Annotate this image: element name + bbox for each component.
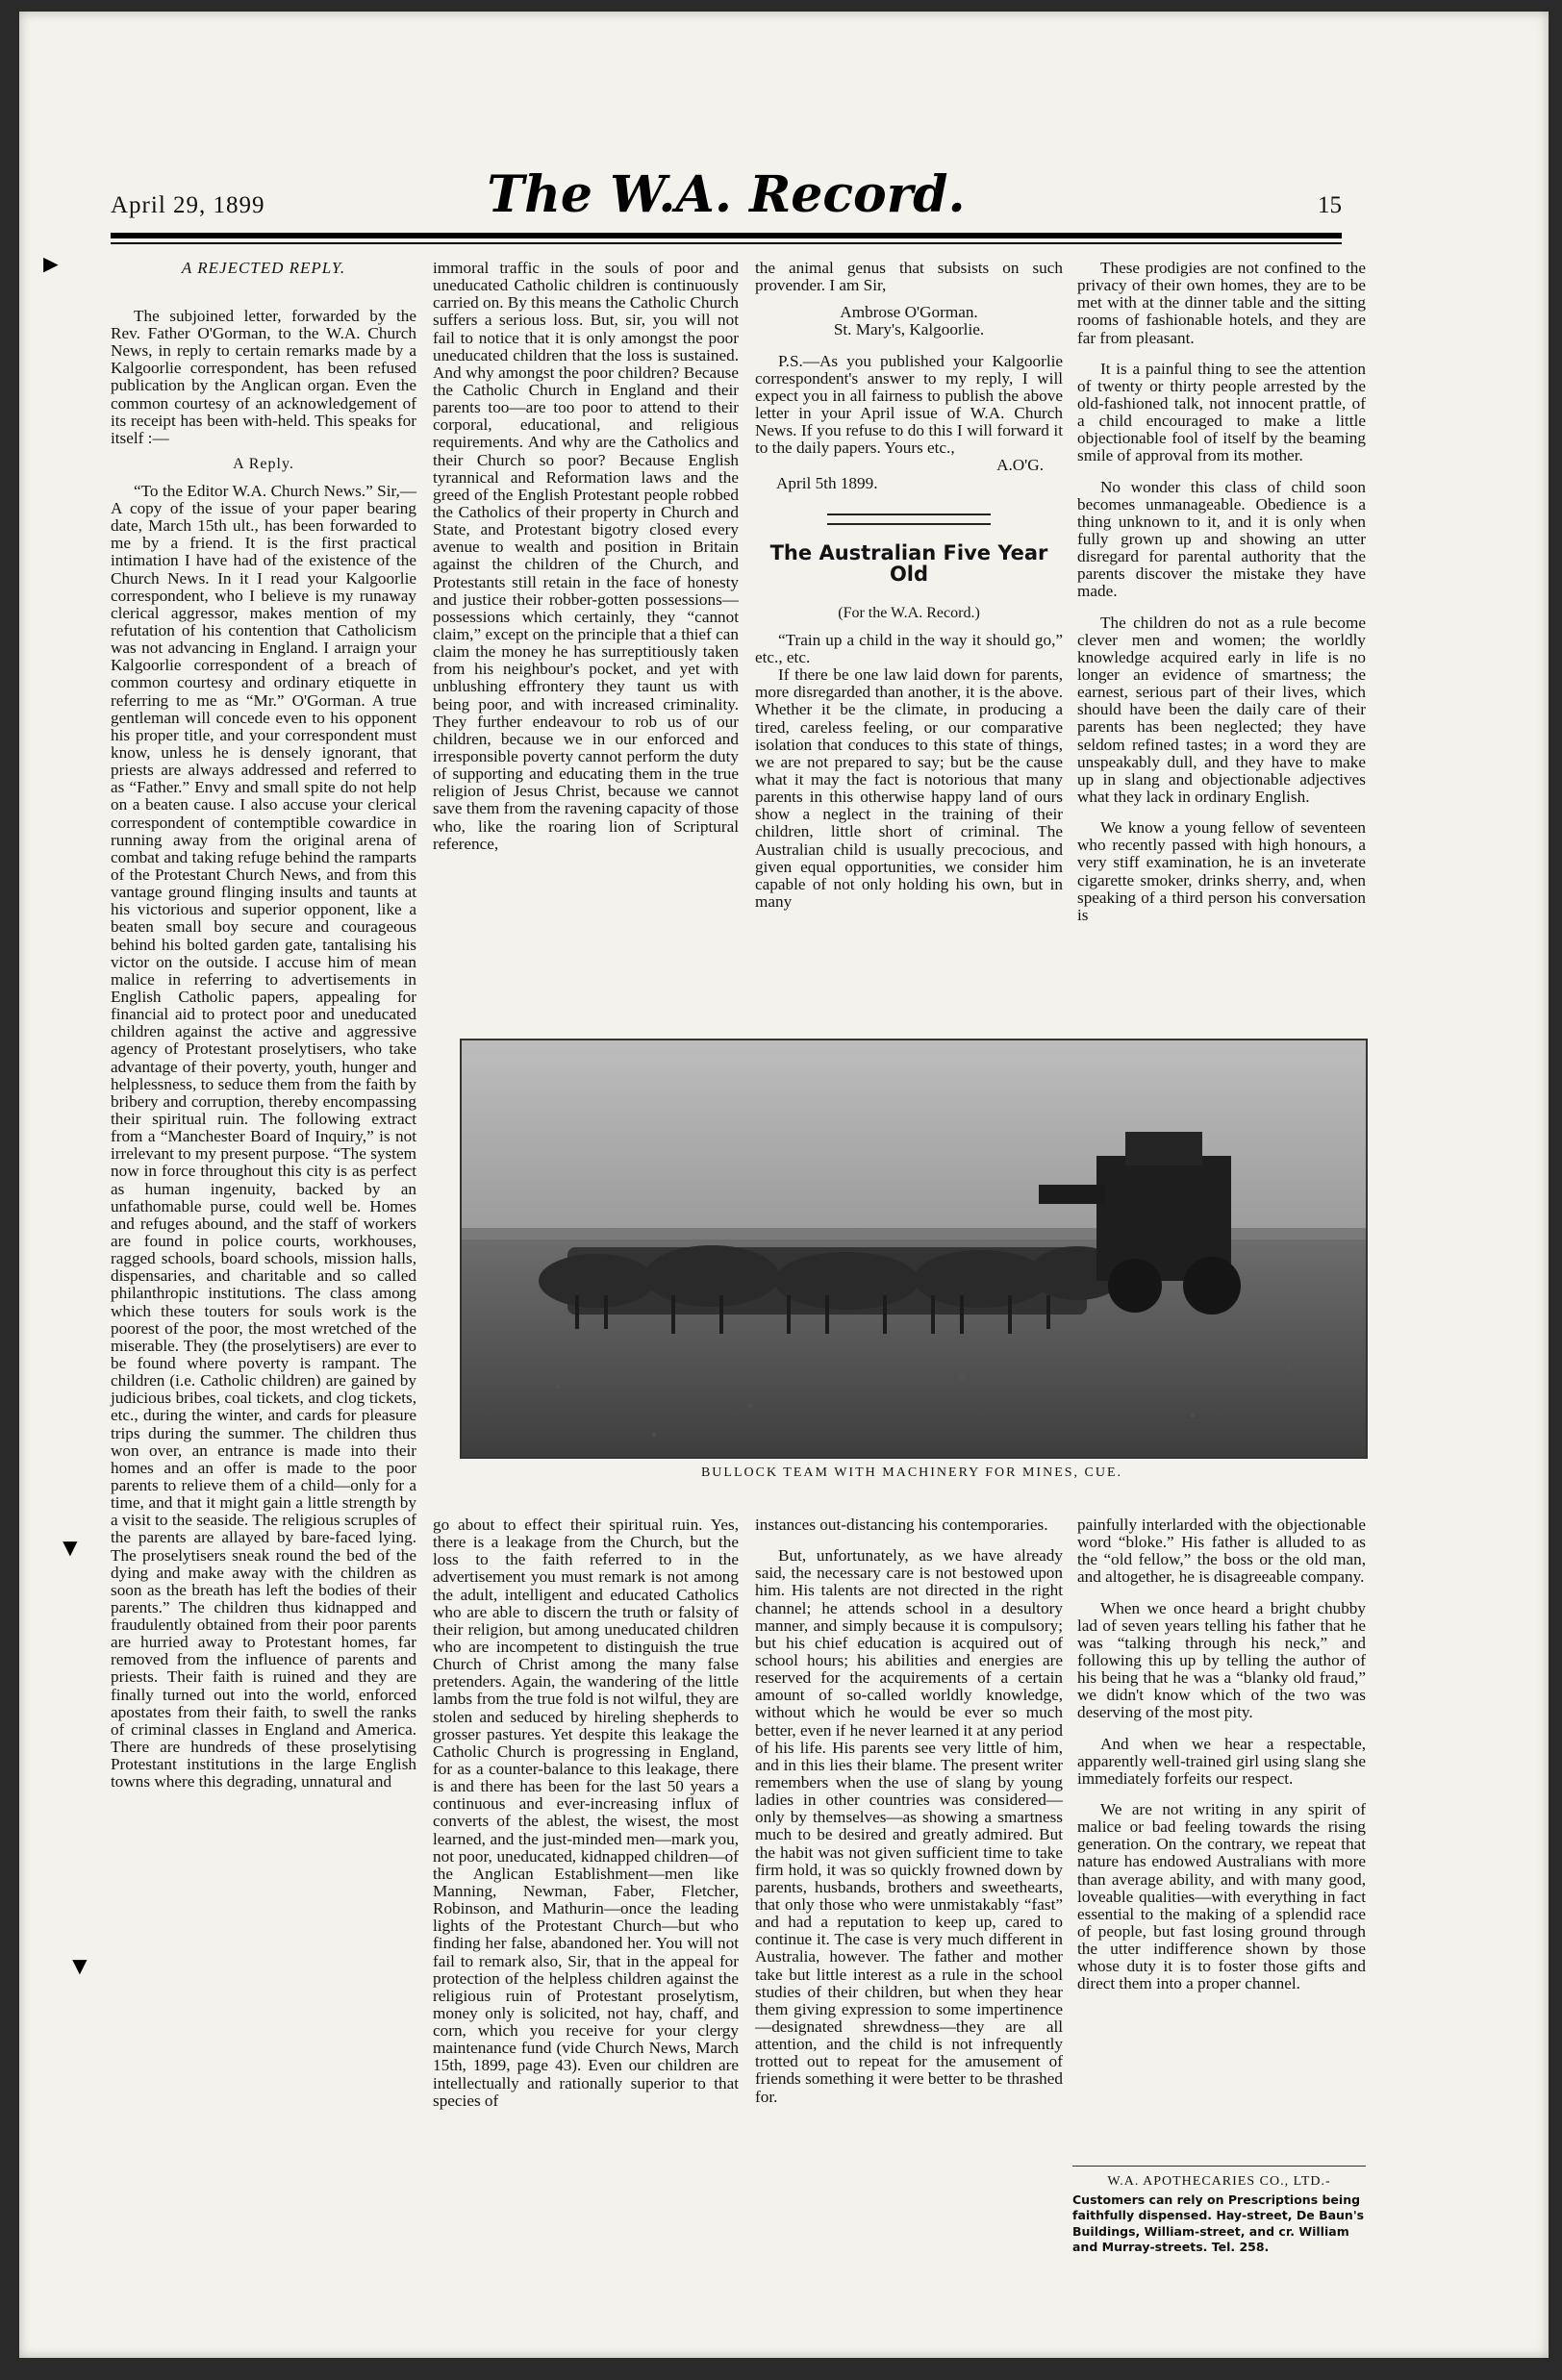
signature-name: Ambrose O'Gorman. <box>840 303 978 322</box>
masthead <box>111 165 1342 233</box>
five-year-old-p1: “Train up a child in the way it should go,” etc., etc. <box>755 630 1063 666</box>
col3-bottom-p2: But, unfortunately, as we have already said, the necessary care is not bestowed upon him. His talents are not directed in the right channel; he attends school in a desultory manner, and simply because it is compulsory; but his chief education is acquired out of school hours; his abilities and energies are reserved for the acquirements of a certain amount of so-called worldly knowledge, without which he would be ever so much better, even if he never learned it at any period of his life. His parents see very little of him, and in this lies their blame. The present writer remembers when the use of slang by young ladies in other countries was considered—only by themselves—as showing a smartness much to be desired and greatly admired. But the habit was not given sufficient time to take firm hold, it was so quickly frowned down by parents, husbands, brothers and sweethearts, that only those who were unmistakably “fast” and had a reputation to keep up, cared to continue it. The case is very much different in Australia, however. The father and mother take but little interest as a rule in the school studies of their children, but when they hear them giving expression to some impertinence—designated shrewdness—they are all attention, and the child is not infrequently trotted out to repeat for the amusement of friends something it were better to be thrashed for. <box>755 1546 1063 2106</box>
column-4-top <box>1077 260 1366 924</box>
masthead-rule-thin <box>111 242 1342 244</box>
photo-illustration <box>462 1040 1366 1457</box>
postscript-date: April 5th 1899. <box>776 473 878 492</box>
article-heading-five-year-old: The Australian Five Year Old <box>769 540 1048 586</box>
col3-bottom-p1: instances out-distancing his contemporaries. <box>755 1516 1048 1534</box>
apothecaries-advert <box>1072 2173 1366 2255</box>
letter-closing: the animal genus that subsists on such provender. I am Sir, <box>755 259 1063 295</box>
issue-date: April 29, 1899 <box>111 192 265 218</box>
five-year-old-p2: If there be one law laid down for parents, more disregarded than another, it is the above. Whether it be the climate, in producing a tired, careless feeling, or our comparative isolation that conduces to this state of things, we are not prepared to say; but be the cause what it may the fact is notorious that many parents in this otherwise happy land of ours show a neglect in the training of their children, little short of criminal. The Australian child is usually precocious, and given equal opportunities, we consider him capable of not only holding his own, but in many <box>755 665 1063 911</box>
photo-caption: BULLOCK TEAM WITH MACHINERY FOR MINES, CUE. <box>700 1466 1123 1480</box>
col4-p3: No wonder this class of child soon becomes unmanageable. Obedience is a thing unknown to it, and it is only when fully grown up and showing an utter disregard for parental authority that the parents discover the mistake they have made. <box>1077 477 1366 601</box>
article-byline: (For the W.A. Record.) <box>838 604 980 621</box>
article-subheading-reply: A Reply. <box>233 456 294 473</box>
advert-title: W.A. APOTHECARIES CO., LTD.- <box>1107 2174 1331 2189</box>
article-intro: The subjoined letter, forwarded by the Rev. Father O'Gorman, to the W.A. Church News, in reply to certain remarks made by a Kalgoorlie correspondent, has been refused publication by the Anglican organ. Even the common courtesy of an acknowledgement of its receipt has been with-held. This speaks for itself :— <box>111 306 416 447</box>
bullock-team-photo <box>460 1039 1368 1459</box>
margin-arrow-mark: ▼ <box>58 1534 83 1562</box>
column-2-bottom <box>433 1516 739 2110</box>
masthead-rule <box>111 233 1342 238</box>
newspaper-title: The W.A. Record. <box>487 165 966 224</box>
margin-arrow-mark: ▼ <box>67 1952 92 1980</box>
letter-body-col2-top: immoral traffic in the souls of poor and uneducated Catholic children is continuously carried on. By this means the Catholic Church suffers a serious loss. But, sir, you will not fail to notice that it is only amongst the poor uneducated children that the loss is sustained. And why amongst the poor children? Because the Catholic Church in England and their parents too—are too poor to attend to their corporal, educational, and religious requirements. And why are the Catholics and their Church so poor? Because English tyrannical and Reformation laws and the greed of the English Protestant people robbed the Catholics of their property in Church and State, and Protestant bigotry closed every avenue to wealth and position in Britain against the children of the Church, and Protestants still retain in the face of honesty and justice their robber-gotten possessions—possessions which certainly, they “cannot claim,” except on the principle that a thief can claim the money he has surreptitiously taken from his neighbour's pocket, and yet with unblushing effrontery they taunt us with being poor, and with increased criminality. They further endeavour to rob us of our children, because we in our enforced and irresponsible poverty cannot perform the duty of supporting and educating them in the true religion of Jesus Christ, because we cannot save them from the ravening capacity of those who, like the roaring lion of Scriptural reference, <box>433 259 739 853</box>
col4-bottom-p2: When we once heard a bright chubby lad of seven years telling his father that he was “talking through his neck,” and following this up by telling the author of his being that he was a “blanky old fraud,” we didn't know which of the two was deserving of the most pity. <box>1077 1598 1366 1722</box>
postscript: P.S.—As you published your Kalgoorlie correspondent's answer to my reply, I will expect you in all fairness to publish the above letter in your April issue of W.A. Church News. If you refuse to do this I will forward it to the daily papers. Yours etc., <box>755 351 1063 458</box>
col4-p2: It is a painful thing to see the attention of twenty or thirty people arrested by the old-fashioned talk, not innocent prattle, of a child encouraged to make a little objectionable fool of itself by the beaming smile of approval from its mother. <box>1077 359 1366 465</box>
letter-body-col2-bottom: go about to effect their spiritual ruin. Yes, there is a leakage from the Church, but the loss to the faith referred to in the advertisement you must remark is not among the adult, intelligent and educated Catholics who are able to discern the truth or falsity of their religion, but among uneducated children who are incompetent to distinguish the true Church of Christ among the many false pretenders. Again, the wandering of the little lambs from the true fold is not wilful, they are stolen and seduced by hireling shepherds to grosser pastures. Yet despite this leakage the Catholic Church is progressing in England, for as a counter-balance to this leakage, there is and there has been for the last 50 years a continuous and ever-increasing influx of converts of the ablest, the wisest, the most learned, and the just-minded men—mark you, not poor, uneducated, kidnapped children—of the Anglican Establishment—men like Manning, Newman, Faber, Fletcher, Robinson, and Mathurin—once the leading lights of the Protestant Church—but who finding her false, abandoned her. You will not fail to remark also, Sir, that in the appeal for protection of the helpless children against the religious ruin of Protestant proselytism, money only is solicited, not hay, chaff, and corn, which you receive for your clergy maintenance fund (vide Church News, March 15th, 1899, page 43). Even our children are intellectually and rationally superior to that species of <box>433 1516 739 2110</box>
page-number: 15 <box>1318 192 1342 218</box>
column-3-top <box>755 260 1063 911</box>
postscript-initials: A.O'G. <box>996 456 1044 475</box>
newspaper-page <box>19 12 1549 2358</box>
col4-p4: The children do not as a rule become clever men and women; the worldly knowledge acquired early in life is no longer an evidence of smartness; the earnest, serious part of their lives, which should have been the daily care of their parents has been neglected; they have seldom refined tastes; in a word they are unspeakably dull, and they have to make up in slang and objectionable adjectives what they lack in ordinary English. <box>1077 613 1366 806</box>
col4-bottom-p3: And when we hear a respectable, apparently well-trained girl using slang she immediately forfeits our respect. <box>1077 1734 1366 1788</box>
letter-body-col1: “To the Editor W.A. Church News.” Sir,—A copy of the issue of your paper bearing date, March 15th ult., has been forwarded to me by a friend. It is the first practical intimation I have had of the existence of the Church News. In it I read your Kalgoorlie correspondent, who I believe is my runaway clerical aggressor, makes mention of my refutation of his contention that Catholicism was not advancing in England. I arraign your Kalgoorlie correspondent of a breach of common courtesy and ordinary etiquette in referring to me as “Mr.” O'Gorman. A true gentleman will concede even to his opponent his proper title, and your correspondent must know, unless he is densely ignorant, that priests are always addressed and referred to as “Father.” Envy and small spite do not help on a beaten cause. I also accuse your clerical correspondent of contemptible cowardice in running away from the original arena of combat and taking refuge behind the ramparts of the Protestant Church News, and from this vantage ground flinging insults and taunts at his victorious and superior opponent, like a beaten small boy secure and courageous behind his bolted garden gate, tantalising his victor on the outside. I accuse him of mean malice in referring to advertisements in English Catholic papers, appealing for financial aid to protect poor and uneducated children against the active and aggressive agency of Protestant proselytisers, who take advantage of their poverty, youth, hunger and helplessness, to seduce them from the faith by bribery and corruption, thereby encompassing their spiritual ruin. The following extract from a “Manchester Board of Inquiry,” is not irrelevant to my present purpose. “The system now in force throughout this city is as perfect as human ingenuity, backed by an unfathomable purse, could well be. Homes and refuges abound, and the staff of workers are found in police courts, workhouses, ragged schools, board schools, mission halls, dispensaries, and charitable and so called philanthropic institutions. The class among which these touters for souls work is the poorest of the poor, the most wretched of the miserable. They (the proselytisers) are ever to be found where poverty is rampant. The children (i.e. Catholic children) are gained by judicious bribes, coal tickets, and clog tickets, etc., during the winter, and cards for pleasure trips during the summer. The children thus won over, an entrance is made into their homes and an offer is made to the poor parents to relieve them of a child—only for a time, and that it might gain a little strength by a visit to the seaside. The religious scruples of the parents are allayed by bare-faced lying. The proselytisers sneak round the bed of the dying and make away with the children as soon as the breath has left the bodies of their parents.” The children thus kidnapped and fraudulently obtained from their poor parents are hurried away to Protestant homes, far removed from the influence of parents and priests. Their faith is ruined and they are finally turned out into the world, enforced apostates from their faith, to swell the ranks of criminal classes in England and America. There are hundreds of these proselytising Protestant institutions in the large English towns where this degrading, unnatural and <box>111 481 416 1791</box>
column-3-bottom <box>755 1516 1063 2106</box>
margin-arrow-mark: ► <box>38 250 63 278</box>
column-1 <box>111 260 416 1791</box>
col4-p1: These prodigies are not confined to the privacy of their own homes, they are to be met with at the dinner table and the sitting rooms of fashionable hotels, and they are far from pleasant. <box>1077 259 1366 347</box>
advert-rule <box>1072 2166 1366 2167</box>
section-divider <box>827 514 991 525</box>
column-4-bottom <box>1077 1516 1366 1993</box>
col4-bottom-p4: We are not writing in any spirit of malice or bad feeling towards the rising generation. On the contrary, we repeat that nature has endowed Australians with more than average ability, and with many good, loveable qualities—with everything in fact essential to the making of a splendid race of people, but fast losing ground through the utter indifference shown by those whose duty it is to foster those gifts and direct them into a proper channel. <box>1077 1799 1366 1993</box>
col4-bottom-p1: painfully interlarded with the objectionable word “bloke.” His father is alluded to as the “old fellow,” the boss or the old man, and altogether, he is disagreeable company. <box>1077 1516 1366 1587</box>
column-2-top <box>433 260 739 853</box>
article-heading-rejected-reply: A REJECTED REPLY. <box>181 259 346 277</box>
advert-body: Customers can rely on Prescriptions being faithfully dispensed. Hay-street, De Baun's Buildings, William-street, and cr. William and Murray-streets. Tel. 258. <box>1072 2192 1365 2254</box>
col4-p5: We know a young fellow of seventeen who recently passed with high honours, a very stiff examination, he is an inveterate cigarette smoker, drinks sherry, and, when speaking of a third person his conversation is <box>1077 818 1366 924</box>
signature-place: St. Mary's, Kalgoorlie. <box>833 320 985 339</box>
